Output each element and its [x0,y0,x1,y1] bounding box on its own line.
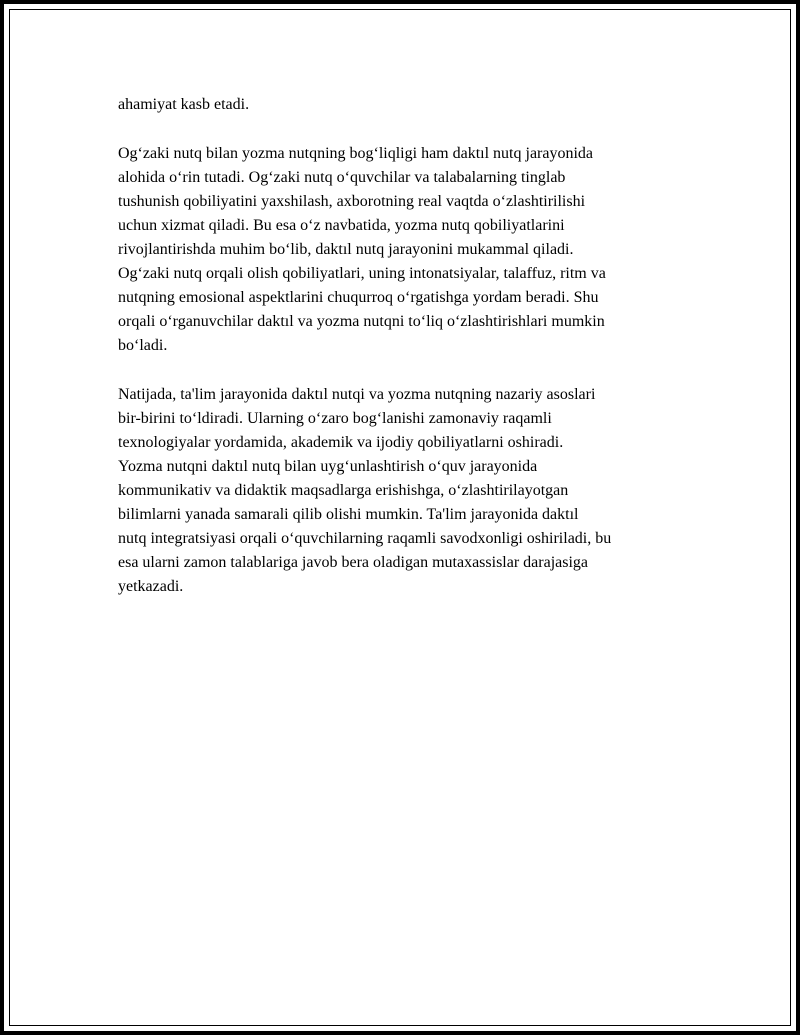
text-line: nutq integratsiyasi orqali o‘quvchilarning raqamli savodxonligi oshiriladi, bu [118,530,612,547]
text-line: texnologiyalar yordamida, akademik va ijodiy qobiliyatlarni oshiradi. [118,434,564,451]
paragraph-3 [118,383,698,599]
text-line: orqali o‘rganuvchilar daktıl va yozma nutqni to‘liq o‘zlashtirishlari mumkin [118,313,605,330]
text-line: rivojlantirishda muhim bo‘lib, daktıl nutq jarayonini mukammal qiladi. [118,241,574,258]
text-line: kommunikativ va didaktik maqsadlarga erishishga, o‘zlashtirilayotgan [118,482,569,499]
text-line: nutqning emosional aspektlarini chuqurroq o‘rgatishga yordam beradi. Shu [118,289,599,306]
text-line: alohida o‘rin tutadi. Og‘zaki nutq o‘quvchilar va talabalarning tinglab [118,169,566,186]
text-line: bir-birini to‘ldiradi. Ularning o‘zaro bog‘lanishi zamonaviy raqamli [118,410,552,427]
text-line: Og‘zaki nutq orqali olish qobiliyatlari, uning intonatsiyalar, talaffuz, ritm va [118,265,606,282]
text-line: Natijada, ta'lim jarayonida daktıl nutqi va yozma nutqning nazariy asoslari [118,386,596,403]
text-line: Yozma nutqni daktıl nutq bilan uyg‘unlashtirish o‘quv jarayonida [118,458,538,475]
text-line: uchun xizmat qiladi. Bu esa o‘z navbatida, yozma nutq qobiliyatlarini [118,217,565,234]
document-body [118,93,698,624]
text-line: esa ularni zamon talablariga javob bera oladigan mutaxassislar darajasiga [118,554,589,571]
text-line: tushunish qobiliyatini yaxshilash, axborotning real vaqtda o‘zlashtirilishi [118,193,586,210]
text-line: bilimlarni yanada samarali qilib olishi mumkin. Ta'lim jarayonida daktıl [118,506,579,523]
paragraph-2 [118,142,698,358]
text-line: ahamiyat kasb etadi. [118,96,250,113]
text-line: yetkazadi. [118,578,184,595]
text-line: Og‘zaki nutq bilan yozma nutqning bog‘liqligi ham daktıl nutq jarayonida [118,145,594,162]
paragraph-1 [118,93,698,117]
text-line: bo‘ladi. [118,337,168,354]
